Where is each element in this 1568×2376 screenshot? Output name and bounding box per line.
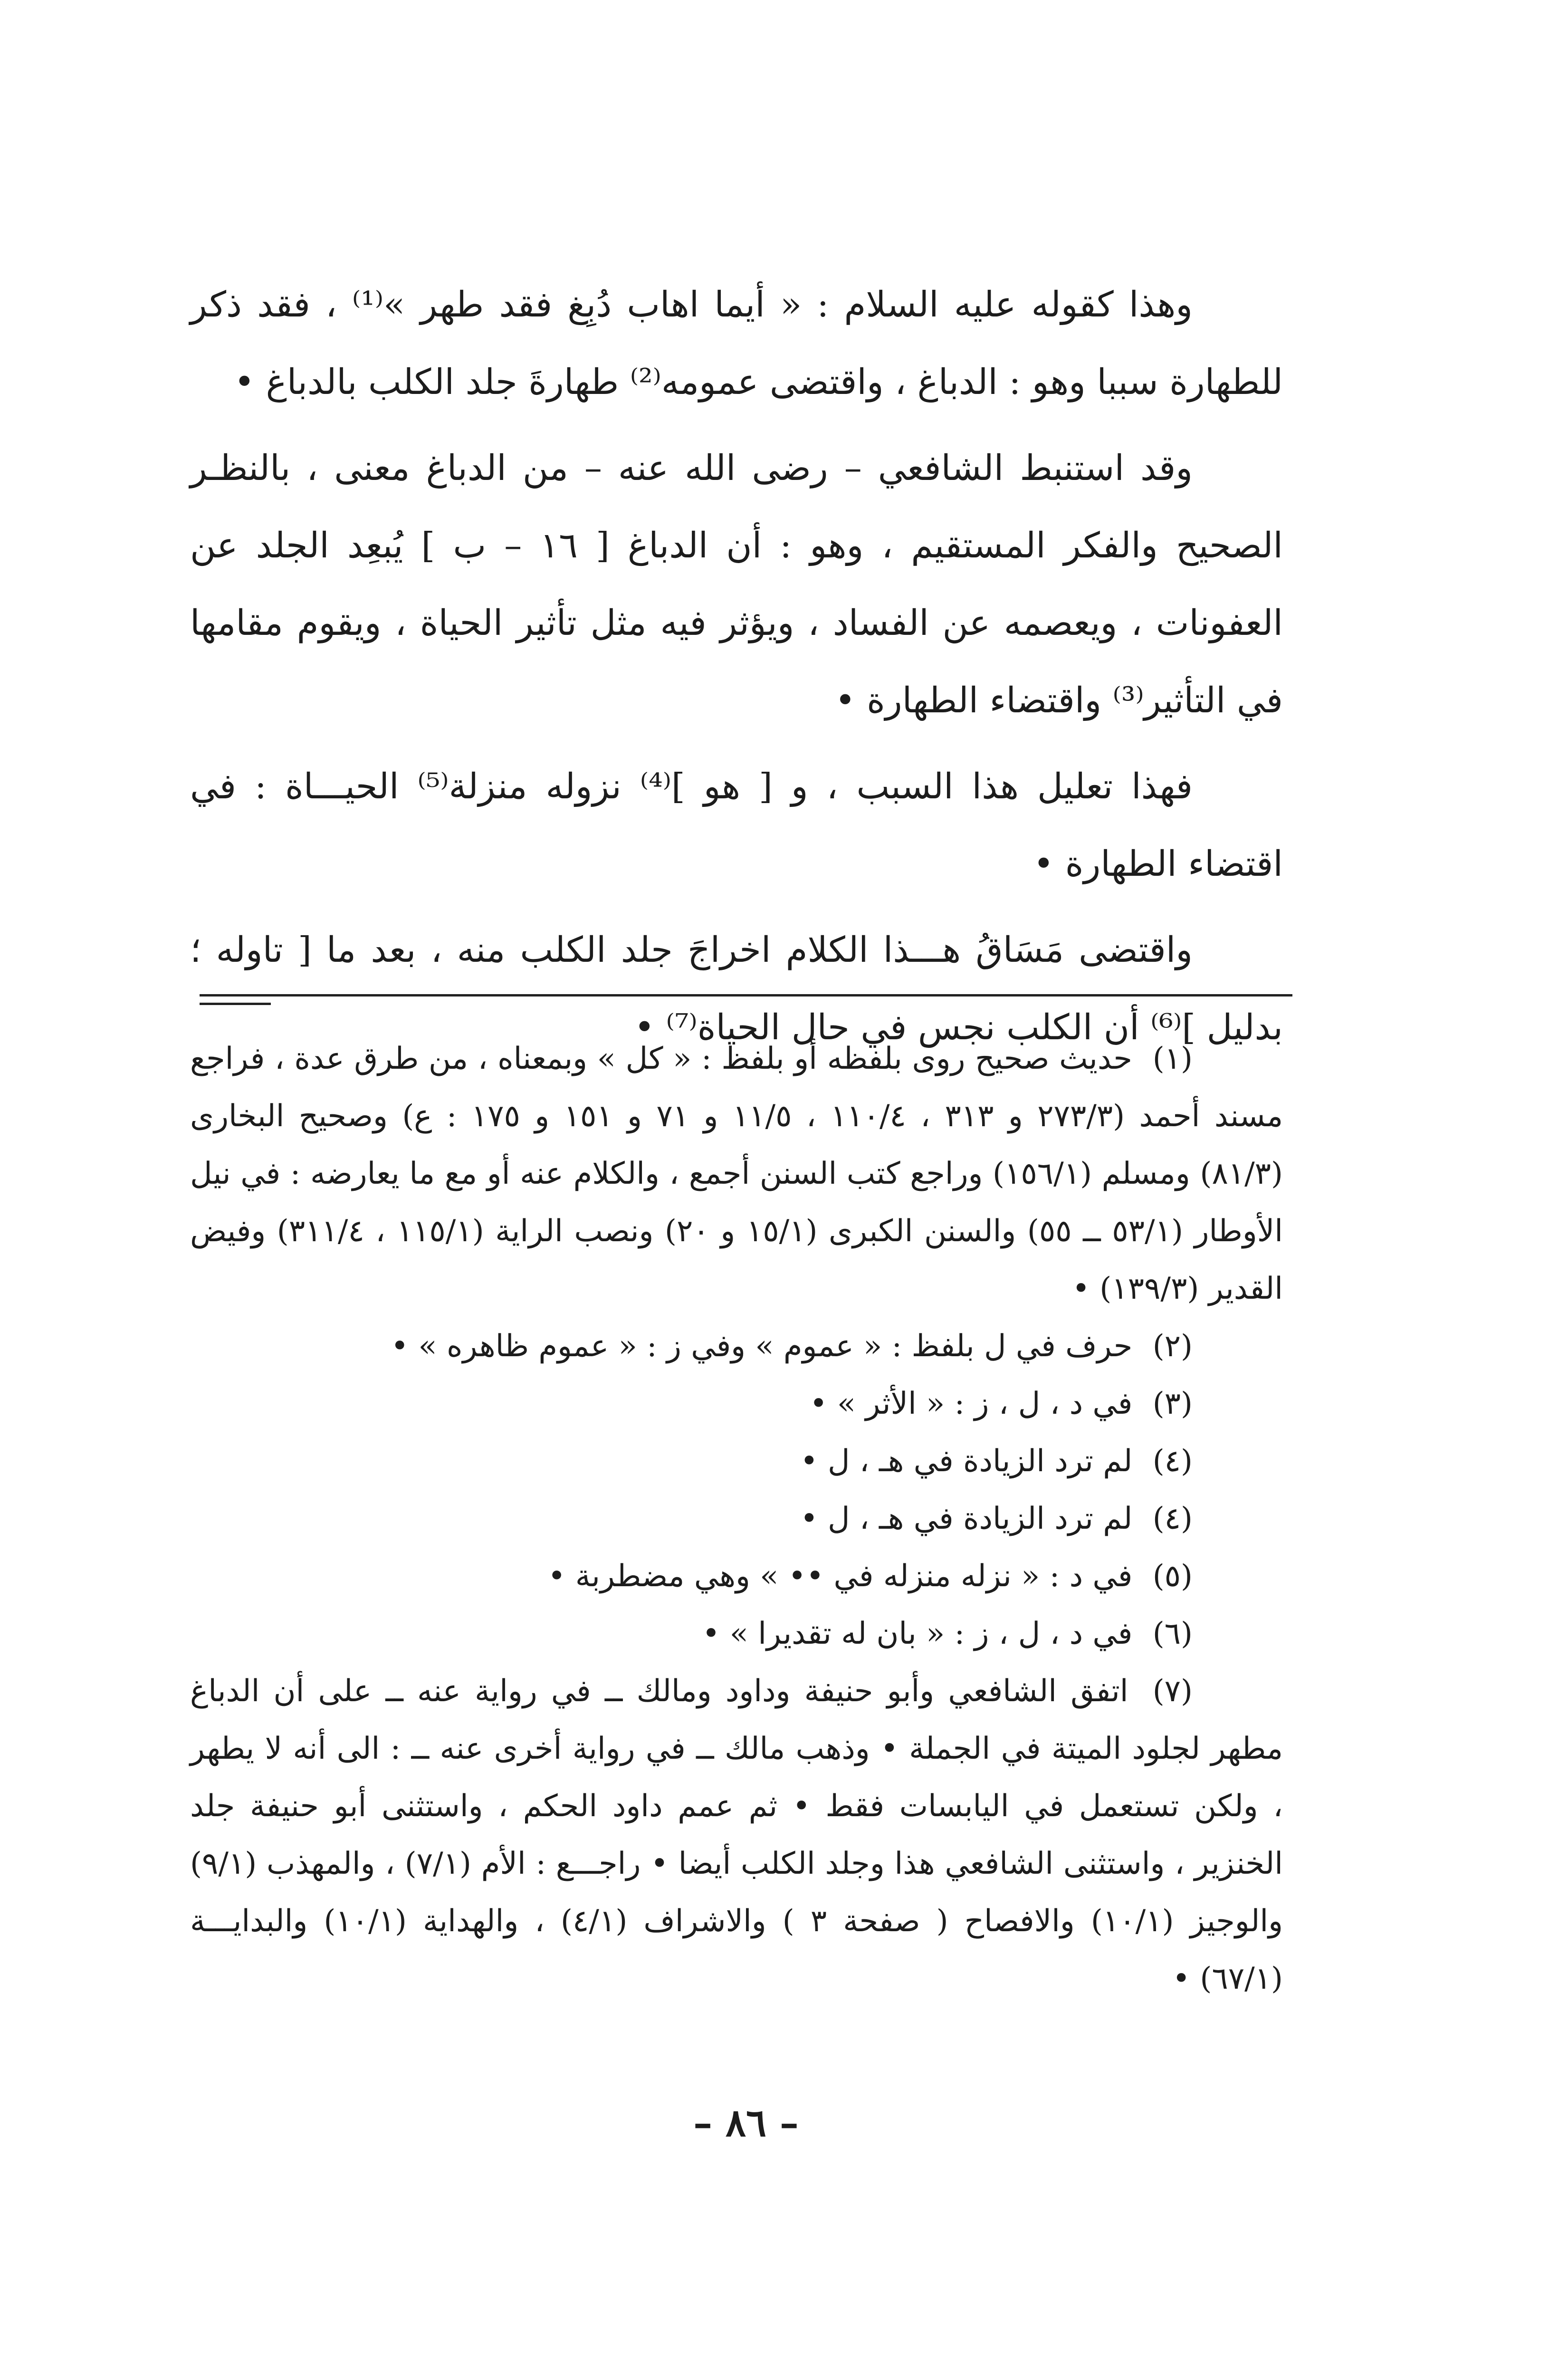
footnote-1 (190, 1030, 1283, 1318)
footnote-text: لم ترد الزيادة في هـ ، ل • (800, 1501, 1133, 1536)
paragraph-3: فهذا تعليل هذا السبب ، و [ هو ]⁽⁴⁾ نزوله منزلة⁽⁵⁾ الحيـــاة : في اقتضاء الطهارة • (190, 766, 1283, 884)
paragraph-2: وقد استنبط الشافعي – رضى الله عنه – من الدباغ معنى ، بالنظـر الصحيح والفكر المستقيم ، وهو : أن الدباغ [ ١٦ – ب ] يُبعِد الجلد عن العفونات ، ويعصمه عن الفساد ، ويؤثر فيه مثل تأثير الحياة ، ويقوم مقامها في التأثير⁽³⁾ واقتضاء الطهارة • (190, 448, 1283, 721)
footnote-number: (٧) (1152, 1674, 1193, 1709)
footnote-text: حديث صحيح روى بلفظه أو بلفظ : « كل » وبمعناه ، من طرق عدة ، فراجع مسند أحمد (٢٧٣/٣ و ٣١٣ ، ١١٠/٤ ، ١١/٥ و ٧١ و ١٥١ و ١٧٥ : ع) وصحيح البخارى (٨١/٣) ومسلم (١٥٦/١) وراجع كتب السنن أجمع ، والكلام عنه أو مع ما يعارضه : في نيل الأوطار (٥٣/١ ــ ٥٥) والسنن الكبرى (١٥/١ و ٢٠) ونصب الراية (١١٥/١ ، ٣١١/٤) وفيض القدير (١٣٩/٣) • (190, 1041, 1283, 1306)
footnotes (190, 1030, 1283, 2008)
footnote-6 (190, 1605, 1283, 1663)
paragraph-4: واقتضى مَسَاقُ هـــذا الكلام اخراجَ جلد الكلب منه ، بعد ما [ تاوله ؛ بدليل ]⁽⁶⁾ أن الكلب نجس في حال الحياة⁽⁷⁾ • (190, 929, 1283, 1048)
footnote-number: (٥) (1152, 1559, 1193, 1594)
footnote-3 (190, 1375, 1283, 1433)
page-number: – ٨٦ – (693, 2100, 799, 2145)
footnote-text: في د : « نزله منزله في •• » وهي مضطربة • (547, 1559, 1133, 1594)
footnote-number: (٣) (1152, 1386, 1193, 1421)
footnote-text: لم ترد الزيادة في هـ ، ل • (800, 1444, 1133, 1479)
footnote-4 (190, 1433, 1283, 1490)
footnote-2 (190, 1318, 1283, 1375)
footnote-number: (٤) (1152, 1501, 1193, 1536)
main-text (190, 266, 1283, 1066)
footnote-number: (٦) (1152, 1616, 1193, 1651)
footnote-text: حرف في ل بلفظ : « عموم » وفي ز : « عموم ظاهره » • (391, 1329, 1133, 1364)
footnote-number: (٢) (1152, 1329, 1193, 1364)
paragraph-1: وهذا كقوله عليه السلام : « أيما اهاب دُبِغ فقد طهر »⁽¹⁾ ، فقد ذكر للطهارة سببا وهو : الدباغ ، واقتضى عمومه⁽²⁾ طهارةَ جلد الكلب بالدباغ • (190, 284, 1283, 402)
footnote-text: اتفق الشافعي وأبو حنيفة وداود ومالك ــ في رواية عنه ــ على أن الدباغ مطهر لجلود الميتة في الجملة • وذهب مالك ــ في رواية أخرى عنه ــ : الى أنه لا يطهر ، ولكن تستعمل في اليابسات فقط • ثم عمم داود الحكم ، واستثنى أبو حنيفة جلد الخنزير ، واستثنى الشافعي هذا وجلد الكلب أيضا • راجـــع : الأم (٧/١) ، والمهذب (٩/١) والوجيز (١٠/١) والافصاح ( صفحة ٣ ) والاشراف (٤/١) ، والهداية (١٠/١) والبدايـــة (٦٧/١) • (190, 1674, 1283, 1996)
footnote-number: (١) (1152, 1041, 1193, 1076)
footnote-text: في د ، ل ، ز : « بان له تقديرا » • (702, 1616, 1133, 1651)
footnote-divider (200, 994, 1292, 996)
footnote-7 (190, 1663, 1283, 2008)
footnote-text: في د ، ل ، ز : « الأثر » • (809, 1386, 1133, 1421)
footnote-number: (٤) (1152, 1444, 1193, 1479)
footnote-divider-short (200, 1003, 271, 1005)
footnote-4-repeat (190, 1490, 1283, 1548)
footnote-5 (190, 1548, 1283, 1605)
